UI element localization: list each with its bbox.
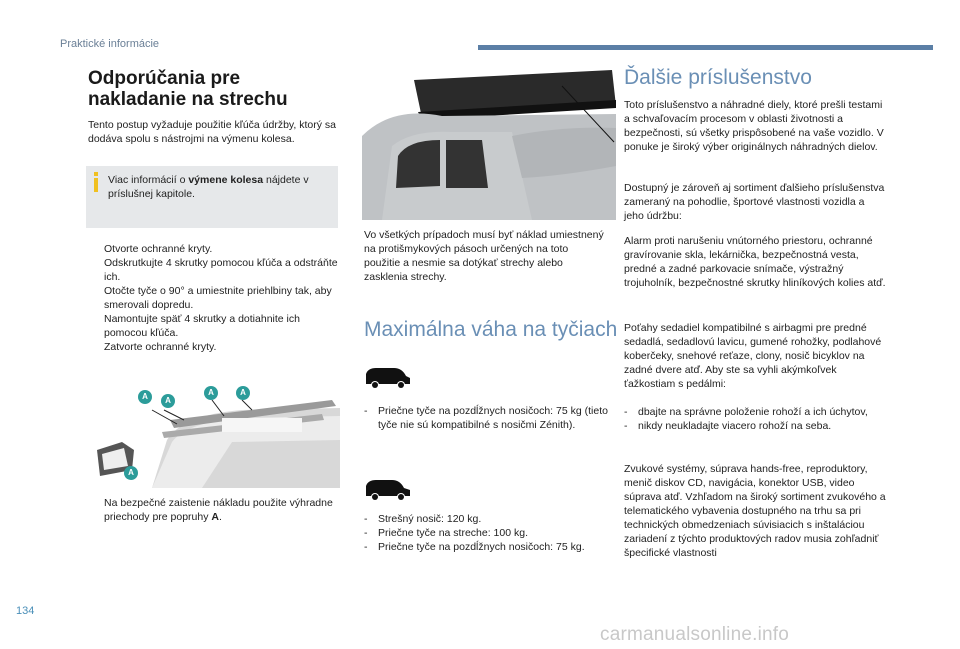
badge-a-1: A <box>138 390 152 404</box>
step-item <box>88 312 340 340</box>
info-icon <box>92 172 100 192</box>
list-item-text: Zatvorte ochranné kryty. <box>104 341 217 353</box>
list-item-text: Priečne tyče na pozdĺžnych nosičoch: 75 kg (tieto tyče nie sú kompatibilné s nosičmi Zénith). <box>378 405 608 431</box>
accessories-p4: Poťahy sedadiel kompatibilné s airbagmi pre predné sedadlá, sedadlovú lavicu, gumené rohožky, podlahové koberčeky, snehové reťaze, clony, nosič bicyklov na zadné dvere atď. Aby ste sa vyhli akýmkoľvek ťažkostiam s pedálmi: <box>624 322 882 390</box>
list-marker: - <box>364 513 368 525</box>
badge-a-2: A <box>161 394 175 408</box>
strap-note-bold: A <box>211 511 219 523</box>
accessories-p1: Toto príslušenstvo a náhradné diely, ktoré prešli testami a schvaľovacím procesom v oblasti životnosti a bezpečnosti, sú všetky prispôsobené na vaše vozidlo. V ponuke je široký výber originálnych náhradných dielov. <box>624 99 884 153</box>
section-label: Praktické informácie <box>60 38 160 50</box>
heading-roof-loading <box>88 68 288 110</box>
watermark: carmanualsonline.info <box>600 624 790 645</box>
heading-accessories: Ďalšie príslušenstvo <box>624 66 812 89</box>
mat-advice-item <box>624 419 886 433</box>
weight-item <box>364 512 614 526</box>
weight-list-2 <box>364 512 614 554</box>
strap-note <box>88 496 340 524</box>
strap-note-prefix: Na bezpečné zaistenie nákladu použite výhradne priechody pre popruhy <box>104 497 333 523</box>
heading-line-2: nakladanie na strechu <box>88 89 288 110</box>
van-short-icon <box>364 478 412 502</box>
step-item <box>88 284 340 312</box>
step-item <box>88 340 340 354</box>
accessories-p4-list <box>624 405 886 433</box>
list-item-text: Priečne tyče na pozdĺžnych nosičoch: 75 kg. <box>378 541 585 553</box>
load-note: Vo všetkých prípadoch musí byť náklad umiestnený na protišmykových pásoch určených na toto použitie a nesmie sa dotýkať strechy alebo zasklenia strechy. <box>364 229 604 283</box>
badge-a-4: A <box>236 386 250 400</box>
roof-box-photo <box>362 66 616 220</box>
page-number: 134 <box>16 605 35 617</box>
list-marker: - <box>364 541 368 553</box>
list-item-text: Otočte tyče o 90° a umiestnite priehlbiny tak, aby smerovali dopredu. <box>104 285 332 311</box>
list-item-text: Otvorte ochranné kryty. <box>104 243 213 255</box>
list-marker: - <box>364 405 368 417</box>
heading-max-weight: Maximálna váha na tyčiach <box>364 318 618 341</box>
info-text <box>108 173 333 201</box>
steps-list <box>88 242 340 354</box>
list-marker: - <box>624 406 628 418</box>
list-item-text: Odskrutkujte 4 skrutky pomocou kľúča a odstráňte ich. <box>104 257 338 283</box>
accessories-p3: Alarm proti narušeniu vnútorného priestoru, ochranné gravírovanie skla, lekárnička, bezpečnostná vesta, predné a zadné parkovacie snímače, výstražný trojuholník, bezpečnostné skrutky hliníkových kolies atď. <box>624 235 886 289</box>
step-item <box>88 256 340 284</box>
weight-list-1 <box>364 404 614 432</box>
step-item <box>88 242 340 256</box>
accessories-p5: Zvukové systémy, súprava hands-free, reproduktory, menič diskov CD, navigácia, konektor USB, video súprava atď. Vzhľadom na široký sortiment zvukového a telematického vybavenia dostupného na trhu sa pri technických obmedzeniach súvisiacich s inštaláciou zariadení z týchto produktových radov musia zohľadniť špecifické vlastnosti <box>624 463 886 559</box>
list-marker: - <box>624 420 628 432</box>
list-item-text: nikdy neukladajte viacero rohoží na seba. <box>638 420 832 432</box>
list-item-text: Namontujte späť 4 skrutky a dotiahnite ich pomocou kľúča. <box>104 313 300 339</box>
weight-item <box>364 526 614 540</box>
list-item-text: dbajte na správne položenie rohoží a ich úchytov, <box>638 406 868 418</box>
strap-note-suffix: . <box>219 511 222 523</box>
info-bold: výmene kolesa <box>188 174 264 186</box>
weight-item <box>364 404 614 432</box>
header-rule <box>478 45 933 50</box>
list-item-text: Priečne tyče na streche: 100 kg. <box>378 527 528 539</box>
heading-line-1: Odporúčania pre <box>88 68 241 89</box>
badge-a-5: A <box>124 466 138 480</box>
intro-paragraph: Tento postup vyžaduje použitie kľúča údržby, ktorý sa dodáva spolu s nástrojmi na výmenu kolesa. <box>88 119 337 145</box>
badge-a-3: A <box>204 386 218 400</box>
list-marker: - <box>364 527 368 539</box>
mat-advice-item <box>624 405 886 419</box>
strap-note-text <box>88 496 340 524</box>
info-prefix: Viac informácií o <box>108 174 189 186</box>
weight-item <box>364 540 614 554</box>
accessories-p2: Dostupný je zároveň aj sortiment ďalšieho príslušenstva zameraný na pohodlie, športové vlastnosti vozidla a jeho údržbu: <box>624 182 885 222</box>
info-suffix: nájdete v príslušnej kapitole. <box>108 174 309 200</box>
list-item-text: Strešný nosič: 120 kg. <box>378 513 482 525</box>
van-long-icon <box>364 366 412 390</box>
